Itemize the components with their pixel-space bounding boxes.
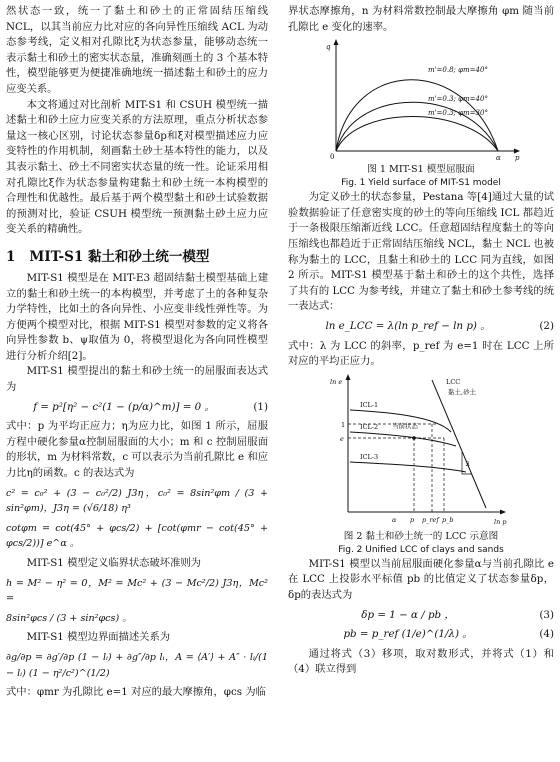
right-column	[288, 4, 554, 678]
fig2-lambda-label: λ	[466, 459, 471, 468]
fig1-curve-label-2: m'=0.3; φm=40°	[428, 95, 488, 104]
fig1-origin: 0	[330, 153, 335, 162]
equation-1-number: (1)	[253, 400, 268, 413]
equation-1-body: f = p²[η² − c²(1 − (p/α)^m)] = 0 。	[33, 400, 215, 413]
paragraph-overview: 本文将通过对比剖析 MIT-S1 和 CSUH 模型统一描述黏土和砂土应力应变关系的方法原理，重点分析状态参量这一核心区别，讨论状态参量δp和ξ对模型描述应力应变特性的作用机制，刻画黏土砂土基本特性的能力，以及其表示黏土、砂土不同密实状态量的统一性。论证采用相对孔隙比ξ作为状态参量构建黏土和砂土统一本构模型的合理性和优越性。最后基于两个模型黏土和砂土试验数据的预测对比，验证 CSUH 模型统一预测黏土砂土应力应变关系的精确性。	[6, 98, 268, 236]
equation-h-body: h = M² − η² = 0，M² = Mc² + (3 − Mc²/2) J3η，Mc² =	[6, 577, 268, 605]
fig1-alpha-label: α	[496, 154, 501, 163]
fig1-ylabel: q	[326, 43, 331, 52]
figure-1-yield-surface	[316, 35, 526, 163]
figure-2-caption-en: Fig. 2 Unified LCC of clays and sands	[338, 544, 504, 555]
paragraph-yield-intro: MIT-S1 模型提出的黏土和砂土统一的屈服面表达式为	[6, 365, 268, 394]
fig2-lcc-line	[432, 377, 486, 508]
fig2-icl-1-label: ICL-1	[360, 400, 379, 409]
paragraph-lambda: 式中：λ 为 LCC 的斜率，p_ref 为 e=1 时在 LCC 上所对应的平均正应力。	[288, 339, 554, 368]
equation-2-body: ln e_LCC = λ(ln p_ref − ln p) 。	[325, 319, 491, 332]
section-number: 1	[6, 248, 16, 265]
equation-c	[6, 486, 268, 517]
fig2-lcc-label: LCC	[446, 377, 461, 386]
section-heading	[6, 248, 268, 266]
equation-4-body: pb = p_ref (1/e)^(1/λ) 。	[343, 628, 473, 641]
fig2-icl-3	[350, 462, 466, 472]
equation-3-body: δp = 1 − α / pb ，	[361, 608, 455, 621]
paragraph-boundary: MIT-S1 模型边界面描述关系为	[26, 631, 171, 644]
fig2-xtick-pref: p_ref	[422, 515, 439, 524]
fig2-icl-2	[350, 432, 456, 446]
fig1-p-label: p	[515, 154, 520, 163]
paragraph-combine: 通过将式（3）移项，取对数形式，并将式（1）和（4）联立得到	[288, 647, 554, 676]
fig2-lcc-sublabel: 黏土,砂土	[448, 387, 477, 396]
equation-3-number: (3)	[539, 608, 554, 621]
equation-h	[6, 576, 268, 607]
equation-2-number: (2)	[539, 319, 554, 332]
paragraph-cont: 界状态摩擦角，n 为材料常数控制最大摩擦角 φm 随当前孔隙比 e 变化的速率。	[288, 5, 554, 33]
fig2-xtick-alpha: α	[392, 515, 397, 524]
equation-mc	[6, 611, 268, 627]
paragraph-eq1-explain: 式中：p 为平均正应力；η为应力比，如图 1 所示，屈服方程中硬化参量α控制屈服面的大小；m 和 c 控制屈服面的形状，m 为材料常数，c 可以表示为当前孔隙比 e 和应力比η的函数。c 的表达式为	[6, 420, 268, 480]
equation-boundary-body: ∂g/∂p = ∂g′/∂p (1 − lᵢ) + ∂g″/∂p lᵢ，A = ⟨A′⟩ + A″ · lᵢ/(1 − lᵢ) (1 − η²/c²)^(1/2)	[6, 651, 268, 679]
paragraph-pestana: 为定义砂土的状态参量，Pestana 等[4]通过大量的试验数据验证了任意密实度的砂土的等向压缩线 ICL 都趋近于一条极限压缩渐近线 LCC。任意超固结程度黏土的等向压缩线也都趋近于正常固结压缩线 NCL，黏土 NCL 也被称为黏土的 LCC，且黏土和砂土的 LCC 同为直线，如图 2 所示。MIT-S1 模型基于黏土和砂土的这个共性，选择了共有的 LCC 为参考线，并建立了黏土和砂土参考线的统一表达式：	[288, 191, 554, 313]
equation-mc-body: 8sin²φcs / (3 + sin²φcs) 。	[6, 612, 132, 624]
paragraph-phi-explain: 式中：φmr 为孔隙比 e=1 对应的最大摩擦角，φcs 为临	[6, 686, 266, 699]
fig2-one-tick: 1	[341, 420, 346, 429]
equation-c-body: c² = c₀² + (3 − c₀²/2) J3η，c₀² = 8sin²φm / (3 + sin²φm)，J3η = (√6/18) η³	[6, 487, 268, 515]
fig2-icl-2-label: ICL-2	[360, 422, 379, 431]
fig2-icl-3-label: ICL-3	[360, 452, 379, 461]
fig2-x-arrow	[500, 509, 506, 514]
equation-1	[6, 400, 268, 416]
figure-1-caption-en: Fig. 1 Yield surface of MIT-S1 model	[341, 178, 501, 189]
equation-cot-body: cotφm = cot(45° + φcs/2) + [cot(φmr − cot(45° + φcs/2))] e^α 。	[6, 522, 268, 550]
figure-1-caption-cn: 图 1 MIT-S1 模型屈服面	[367, 164, 475, 176]
paragraph-state-param: MIT-S1 模型以当前屈服面硬化参量α与当前孔隙比 e 在 LCC 上投影水平标值 pb 的比值定义了状态参量δp，δp的表达式为	[288, 557, 554, 601]
section-title: MIT-S1 黏土和砂土统一模型	[29, 248, 210, 265]
fig1-y-arrow	[334, 39, 339, 45]
fig2-current-label: 当前状态	[392, 421, 418, 430]
equation-3	[288, 608, 554, 624]
equation-4-number: (4)	[539, 628, 554, 641]
fig2-y-arrow	[346, 374, 351, 380]
equation-boundary	[6, 650, 268, 681]
paragraph-intro-end: 然状态一致，统一了黏土和砂土的正常固结压缩线 NCL，以其当前应力比对应的各向异性压缩线 ACL 为动态参考线，定义相对孔隙比ξ为状态参量，能够动态统一表示黏土和砂土的密实状态量，准确刻画土的 3 个基本特性，模型能够更为便捷准确地统一描述黏土和砂土的应力应变关系。	[6, 5, 268, 95]
equation-cot	[6, 521, 268, 552]
fig1-x-arrow	[514, 149, 520, 154]
fig2-xtick-p: p	[410, 515, 415, 524]
equation-2	[288, 319, 554, 335]
left-column	[6, 4, 268, 701]
fig2-xtick-pb: p_b	[442, 515, 454, 524]
figure-2-caption-cn: 图 2 黏土和砂土统一的 LCC 示意图	[343, 530, 499, 542]
paragraph-mit-s1-intro: MIT-S1 模型是在 MIT-E3 超固结黏土模型基础上建立的黏土和砂土统一的本构模型，并考虑了土的各种复杂力学特性，比如土的各向异性、小应变非线性弹性等。为方便两个模型对比，根据 MIT-S1 模型对参数的定义将各向异性参数 b、ψ取值为 0，将模型退化为各向同性模型进行分析介绍[2]。	[6, 271, 268, 362]
fig2-ylabel: ln e	[330, 377, 343, 386]
figure-2-lcc	[326, 370, 516, 530]
fig1-curve-label-1: m'=0.8; φm=40°	[428, 66, 488, 75]
equation-4	[288, 627, 554, 643]
fig2-e-tick: e	[340, 434, 344, 443]
paragraph-critical: MIT-S1 模型定义临界状态破坏准则为	[26, 557, 201, 569]
fig1-curve-label-3: m'=0.3; φm=30°	[428, 109, 488, 118]
fig2-xlabel: ln p	[494, 517, 507, 526]
